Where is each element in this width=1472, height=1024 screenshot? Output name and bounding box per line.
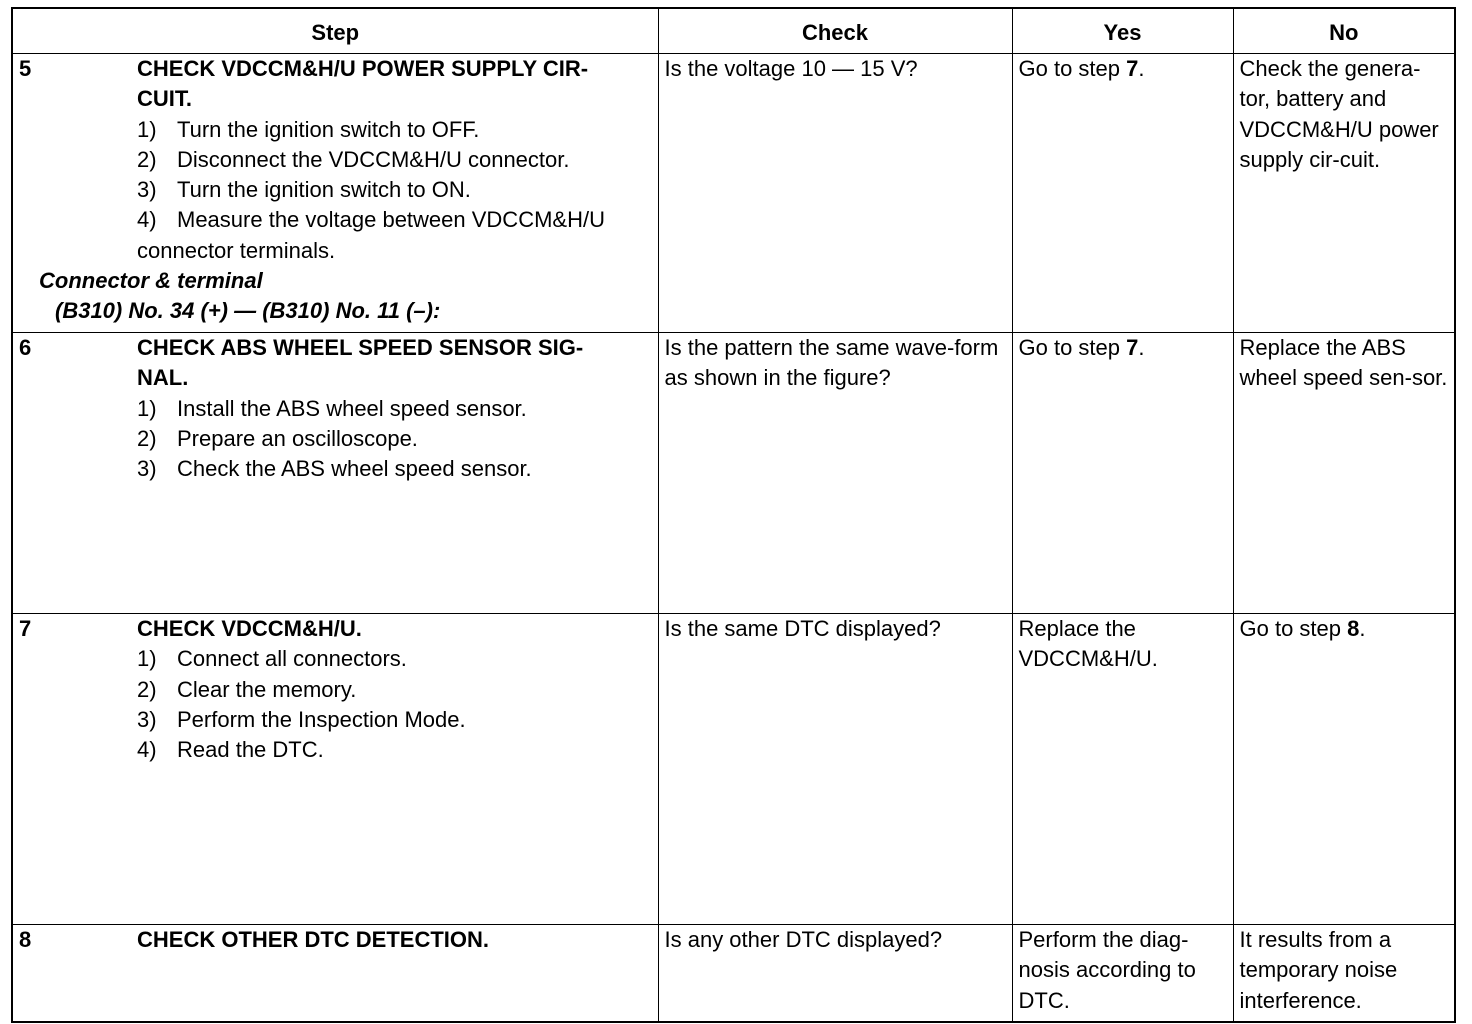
step-title-line: CUIT.: [137, 86, 192, 112]
table-row: [12, 925, 1455, 1023]
no-cell: Go to step 8.: [1233, 614, 1455, 925]
substep: 1) Install the ABS wheel speed sensor.: [137, 395, 527, 421]
table-row: [12, 54, 1455, 333]
no-cell: Replace the ABS wheel speed sen-sor.: [1233, 333, 1455, 614]
substep: 3) Perform the Inspection Mode.: [137, 706, 466, 732]
substep: 2) Clear the memory.: [137, 676, 357, 702]
substep: 3) Turn the ignition switch to ON.: [137, 177, 471, 203]
substep: 1) Turn the ignition switch to OFF.: [137, 116, 480, 142]
step-number: 6: [19, 335, 32, 360]
table-row: [12, 333, 1455, 614]
yes-cell: Go to step 7.: [1012, 333, 1233, 614]
substep: 2) Disconnect the VDCCM&H/U connector.: [137, 146, 570, 172]
substep: 3) Check the ABS wheel speed sensor.: [137, 456, 532, 482]
diagnostic-table: [11, 7, 1456, 1023]
substep-continuation: connector terminals.: [137, 237, 336, 263]
step-cell: [12, 925, 658, 1023]
step-title-line: CHECK ABS WHEEL SPEED SENSOR SIG-: [137, 335, 584, 360]
step-number: 5: [19, 56, 32, 81]
check-cell: Is the same DTC displayed?: [658, 614, 1012, 925]
connector-label: Connector & terminal: [39, 268, 263, 294]
yes-cell: Go to step 7.: [1012, 54, 1233, 333]
step-cell: [12, 54, 658, 333]
step-title-line: CHECK VDCCM&H/U POWER SUPPLY CIR-: [137, 56, 589, 81]
table-row: [12, 614, 1455, 925]
check-cell: Is the pattern the same wave-form as shown in the figure?: [658, 333, 1012, 614]
yes-cell: Replace the VDCCM&H/U.: [1012, 614, 1233, 925]
step-number: 8: [19, 927, 32, 952]
header-check: Check: [658, 8, 1012, 54]
yes-cell: Perform the diag-nosis according to DTC.: [1012, 925, 1233, 1023]
step-cell: [12, 333, 658, 614]
check-cell: Is the voltage 10 — 15 V?: [658, 54, 1012, 333]
step-cell: [12, 614, 658, 925]
header-step: Step: [12, 8, 658, 54]
substep: 2) Prepare an oscilloscope.: [137, 425, 418, 451]
connector-terminal: (B310) No. 34 (+) — (B310) No. 11 (–):: [55, 298, 441, 324]
step-title-line: CHECK VDCCM&H/U.: [137, 616, 362, 641]
step-title-line: NAL.: [137, 365, 189, 391]
step-number: 7: [19, 616, 32, 641]
substep: 1) Connect all connectors.: [137, 646, 407, 672]
substep: 4) Read the DTC.: [137, 737, 324, 763]
substep: 4) Measure the voltage between VDCCM&H/U: [137, 207, 605, 233]
no-cell: Check the genera-tor, battery and VDCCM&H/U power supply cir-cuit.: [1233, 54, 1455, 333]
check-cell: Is any other DTC displayed?: [658, 925, 1012, 1023]
header-row: [12, 8, 1455, 54]
step-title-line: CHECK OTHER DTC DETECTION.: [137, 927, 489, 952]
no-cell: It results from a temporary noise interference.: [1233, 925, 1455, 1023]
header-no: No: [1233, 8, 1455, 54]
header-yes: Yes: [1012, 8, 1233, 54]
